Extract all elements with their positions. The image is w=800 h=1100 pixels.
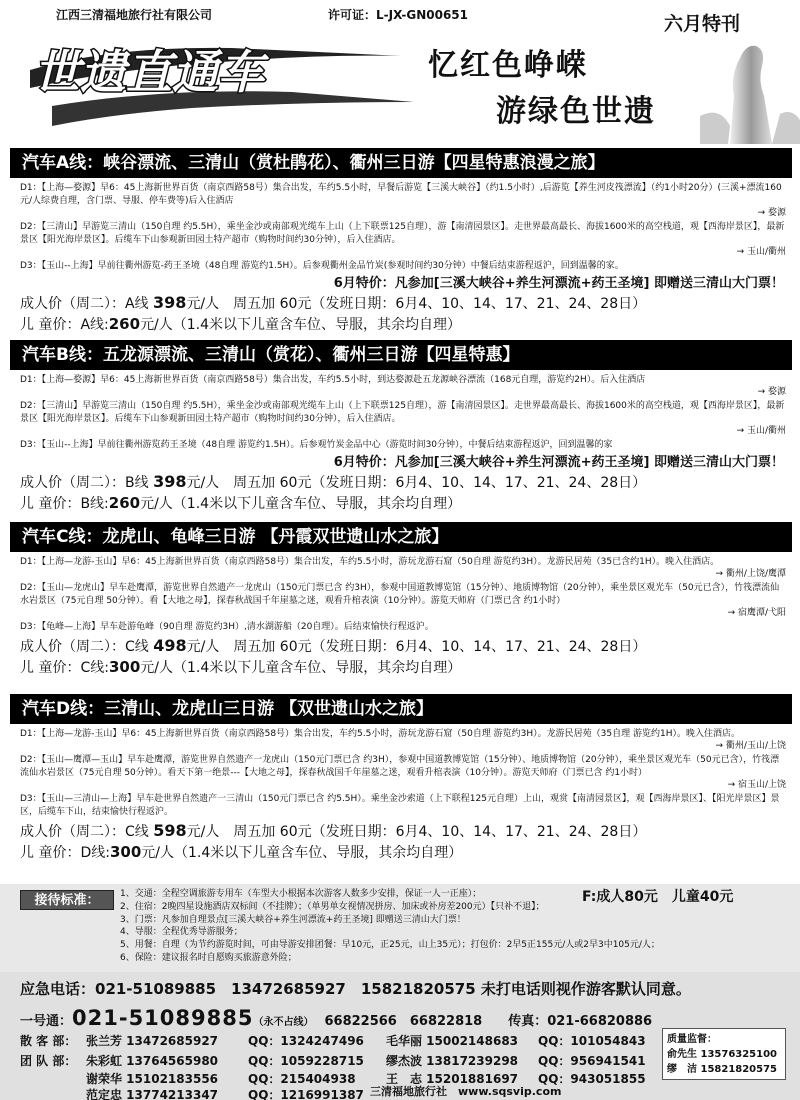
standards-item: 2、住宿：2晚四星设施酒店双标间（不挂牌）；（单男单女视情况拼房、加床或补房差200元）【只补不退】； bbox=[120, 901, 545, 912]
route-d-day-1: D1：【上海—龙游-玉山】早6：45上海新世界百货（南京西路58号）集合出发，车约5.5小时，游玩龙游石窟（50自理 游览约3H）。龙游民居苑（35自理 游览约1H）。晚入住酒店。 → 衢州/玉山/上饶 bbox=[20, 729, 786, 751]
route-a-day-1: D1：【上海—婺源】早6：45上海新世界百货（南京西路58号）集合出发，车约5.5小时，早餐后游览【三溪大峡谷】（约1.5小时）,后游览【养生河皮筏漂流】（约1小时20分）(三溪+漂流160元/人综费自理，含门票、导服、停车费等)后入住酒店 → 婺源 bbox=[20, 183, 786, 218]
route-b-day-2: D2：【三清山】早游览三清山（150自理 约5.5H），乘坐金沙或南部观光缆车上山（上下联票125自理），游【南清园景区】。走世界最高最长、海拔1600米的高空栈道，观【西海岸景区】，最新景区【阳光海岸景区】。后缆车下山参观新田园土特产超市（购物时间约30分钟），后入住酒店。 → 玉山/衢州 bbox=[20, 401, 786, 436]
route-b-child-price: 儿 童价：B线:260元/人（1.4米以下儿童含车位、导服，其余均自理） bbox=[20, 494, 462, 512]
route-b-day-1: D1：【上海—婺源】早6：45上海新世界百货（南京西路58号）集合出发，车约5.5小时，到达婺源赴五龙源峡谷漂流（168元自理，游览约2H）。后入住酒店 → 婺源 bbox=[20, 375, 786, 397]
route-b-day-3: D3：【玉山--上海】早前往衢州游览药王圣境（48自理 游览约1.5H）。后参观竹炭金品中心（游览时间30分钟），中餐后结束游程返沪，回到温馨的家 bbox=[20, 440, 613, 450]
quality-supervision: 质量监督： 俞先生 13576325100 缪 洁 15821820575 bbox=[662, 1028, 786, 1080]
hotline-number: 021-51089885 bbox=[72, 1006, 254, 1030]
route-d-adult-price: 成人价（周二）：C线 598元/人 周五加 60元（发班日期：6月4、10、14、17、21、24、28日） bbox=[20, 821, 647, 840]
contact-row: 谢荣华 15102183556 QQ：215404938 王 志 15201881697 QQ：943051855 bbox=[86, 1072, 646, 1086]
route-c-child-price: 儿 童价：C线:300元/人（1.4米以下儿童含车位、导服，其余均自理） bbox=[20, 658, 462, 676]
standards-item: 6、保险：建议报名时自愿购买旅游意外险； bbox=[120, 952, 297, 963]
contact-row: 散 客 部： 张兰芳 13472685927 QQ：1324247496 毛华丽 15002148683 QQ：101054843 bbox=[20, 1034, 646, 1048]
contact-row: 团 队 部： 朱彩虹 13764565980 QQ：1059228715 缪杰波 13817239298 QQ：956941541 bbox=[20, 1054, 646, 1068]
footer-agency: 三清福地旅行社 www.sqsvip.com bbox=[370, 1085, 562, 1098]
emergency-phone: 应急电话：021-51089885 13472685927 15821820575 未打电话则视作游客默认同意。 bbox=[20, 980, 691, 998]
reception-standards bbox=[0, 884, 800, 972]
route-b-promo: 6月特价：凡参加[三溪大峡谷+养生河漂流+药王圣境] 即赠送三清山大门票！ bbox=[333, 455, 784, 470]
logo-text: 世遗直通车 bbox=[34, 45, 264, 99]
edition-label: 六月特刊 bbox=[664, 13, 741, 35]
license-number: 许可证：L-JX-GN00651 bbox=[328, 8, 468, 22]
standards-item: 4、导服：全程优秀导游服务； bbox=[120, 927, 243, 938]
standards-item: 5、用餐：自理（为节约游览时间，可由导游安排团餐：早10元，正25元，山上35元）；打包价：2早5正155元/人或2早3中105元/人； bbox=[120, 940, 660, 951]
route-c-adult-price: 成人价（周二）：C线 498元/人 周五加 60元（发班日期：6月4、10、14、17、21、24、28日） bbox=[20, 636, 647, 655]
route-a-day-2: D2：【三清山】早游览三清山（150自理 约5.5H），乘坐金沙或南部观光缆车上山（上下联票125自理），游【南清园景区】。走世界最高最长、海拔1600米的高空栈道，观【西海岸景区】，最新景区【阳光海岸景区】。后缆车下山参观新田园土特产超市（购物时间约30分钟），后入住酒店。 → 玉山/衢州 bbox=[20, 222, 786, 257]
standards-item: 1、交通：全程空调旅游专用车（车型大小根据本次游客人数多少安排，保证一人一正座）； bbox=[120, 889, 482, 899]
contact-row: 范定忠 13774213347 QQ：1216991387 bbox=[86, 1088, 364, 1100]
route-d-child-price: 儿 童价：D线:300元/人（1.4米以下儿童含车位、导服，其余均自理） bbox=[20, 843, 463, 861]
hotline: 一号通：021-51089885（永不占线） 66822566 66822818 传真：021-66820886 bbox=[20, 1006, 653, 1030]
route-b-title: 汽车B线：五龙源漂流、三清山（赏花）、衢州三日游【四星特惠】 bbox=[10, 340, 792, 370]
company-name: 江西三清福地旅行社有限公司 bbox=[56, 8, 213, 22]
route-a-promo: 6月特价：凡参加[三溪大峡谷+养生河漂流+药王圣境] 即赠送三清山大门票！ bbox=[333, 276, 784, 291]
route-b-adult-price: 成人价（周二）：B线 398元/人 周五加 60元（发班日期：6月4、10、14、17、21、24、28日） bbox=[20, 472, 647, 491]
header bbox=[0, 0, 800, 138]
logo-graphic bbox=[22, 28, 422, 136]
route-d-day-2: D2：【玉山—鹰潭—玉山】早车赴鹰潭，游览世界自然遗产一龙虎山（150元门票已含 约3H），参观中国道教博览馆（15分钟）、地质博物馆（20分钟），乘坐景区观光车（50元已含），竹筏漂流仙水岩景区（75元自理 50分钟）。看天下第一绝景---【大地之母】，探春秋战国千年崖墓之迷，观看升棺表演（10分钟）。游览天师府（门票已含 约1小时） → 宿玉山/上饶 bbox=[20, 755, 786, 790]
route-d-day-3: D3：【玉山—三清山—上海】早车赴世界自然遗产一三清山（150元门票已含 约5.5H）。乘坐金沙索道（上下联程125元自理）上山，观赏【南清园景区】，观【西海岸景区】、【阳光岸景区】景区，后缆车下山，结束愉快行程返沪。 bbox=[20, 794, 780, 817]
route-b-section bbox=[20, 374, 792, 514]
route-d-title: 汽车D线：三清山、龙虎山三日游 【双世遗山水之旅】 bbox=[10, 694, 792, 724]
route-c-title: 汽车C线：龙虎山、龟峰三日游 【丹霞双世遗山水之旅】 bbox=[10, 522, 792, 552]
route-c-day-1: D1：【上海—龙游-玉山】早6：45上海新世界百货（南京西路58号）集合出发，车约5.5小时，游玩龙游石窟（50自理 游览约3H）。龙游民居苑（35已含约1H）。晚入住酒店。 → 衢州/上饶/鹰潭 bbox=[20, 557, 786, 579]
route-a-title: 汽车A线：峡谷漂流、三清山（赏杜鹃花）、衢州三日游【四星特惠浪漫之旅】 bbox=[10, 148, 792, 178]
standards-item: 3、门票：凡参加自理景点[三溪大峡谷+养生河漂流+药王圣境] 即赠送三清山大门票！ bbox=[120, 914, 466, 925]
rock-pillar-image bbox=[700, 36, 800, 144]
route-a-section bbox=[20, 182, 792, 335]
slogan-line-1: 忆红色峥嵘 bbox=[428, 48, 588, 83]
route-a-child-price: 儿 童价：A线:260元/人（1.4米以下儿童含车位、导服，其余均自理） bbox=[20, 315, 462, 333]
f-price: F:成人80元 儿童40元 bbox=[582, 889, 734, 905]
route-c-day-2: D2：【玉山—龙虎山】早车赴鹰潭，游览世界自然遗产一龙虎山（150元门票已含 约3H），参观中国道教博览馆（15分钟）、地质博物馆（20分钟），乘坐景区观光车（50元已含），竹筏漂流仙水岩景区（75元自理 50分钟）。看【大地之母】，探春秋战国千年崖墓之迷，观看升棺表演（10分钟）。游览天师府（门票已含 约1小时） → 宿鹰潭/弋阳 bbox=[20, 583, 786, 618]
contact-section bbox=[0, 972, 800, 1100]
route-a-day-3: D3：【玉山--上海】早前往衢州游览-药王圣境（48自理 游览约1.5H）。后参观衢州金品竹炭(参观时间约30分钟）中餐后结束游程返沪，回到温馨的家。 bbox=[20, 261, 624, 271]
route-a-adult-price: 成人价（周二）：A线 398元/人 周五加 60元（发班日期：6月4、10、14、17、21、24、28日） bbox=[20, 293, 647, 312]
route-c-day-3: D3：【龟峰—上海】早车赴游龟峰（90自理 游览约3H）,清水湖游船（20自理）。后结束愉快行程返沪。 bbox=[20, 622, 434, 632]
route-c-section bbox=[20, 556, 792, 678]
standards-label: 接待标准： bbox=[20, 890, 114, 910]
slogan-line-2: 游绿色世遗 bbox=[496, 94, 656, 129]
route-d-section bbox=[20, 728, 792, 863]
